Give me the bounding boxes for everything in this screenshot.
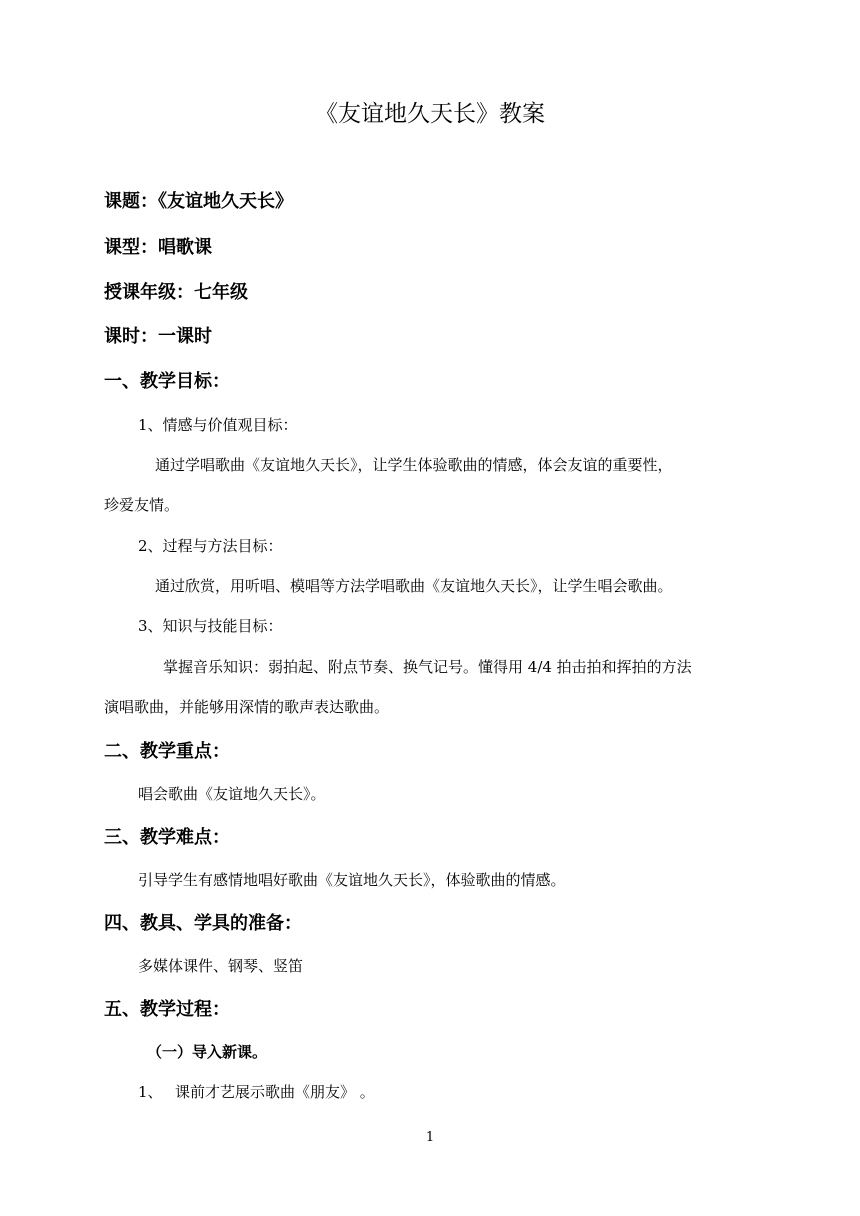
meta-period: 课时：一课时	[104, 326, 212, 347]
objective-2-label: 2、过程与方法目标：	[138, 537, 283, 555]
objective-3-text-cont: 演唱歌曲，并能够用深情的歌声表达歌曲。	[104, 698, 390, 716]
section-heading-objectives: 一、教学目标：	[104, 371, 230, 392]
process-subheading-1: （一）导入新课。	[147, 1043, 268, 1061]
objective-3-text: 掌握音乐知识：弱拍起、附点节奏、换气记号。懂得用 4/4 拍击拍和挥拍的方法	[163, 658, 692, 676]
meta-lesson-type: 课型：唱歌课	[104, 237, 212, 258]
objective-3-label: 3、知识与技能目标：	[138, 617, 283, 635]
objective-2-text: 通过欣赏，用听唱、模唱等方法学唱歌曲《友谊地久天长》，让学生唱会歌曲。	[155, 577, 673, 595]
section-heading-process: 五、教学过程：	[104, 999, 230, 1020]
meta-topic: 课题：《友谊地久天长》	[104, 191, 293, 212]
section-heading-key-points: 二、教学重点：	[104, 741, 230, 762]
process-step-1-text: 课前才艺展示歌曲《朋友》 。	[175, 1083, 375, 1101]
objective-1-label: 1、情感与价值观目标：	[138, 416, 298, 434]
document-title: 《友谊地久天长》教案	[315, 101, 545, 127]
page-number: 1	[425, 1130, 435, 1145]
objective-1-text-cont: 珍爱友情。	[104, 496, 180, 514]
key-points-text: 唱会歌曲《友谊地久天长》。	[138, 785, 326, 803]
difficulties-text: 引导学生有感情地唱好歌曲《友谊地久天长》，体验歌曲的情感。	[138, 871, 566, 889]
process-step-1-number: 1、	[138, 1083, 163, 1101]
tools-text: 多媒体课件、钢琴、竖笛	[138, 957, 304, 975]
meta-grade: 授课年级：七年级	[104, 282, 248, 303]
section-heading-tools: 四、教具、学具的准备：	[104, 913, 302, 934]
objective-1-text: 通过学唱歌曲《友谊地久天长》，让学生体验歌曲的情感，体会友谊的重要性，	[155, 456, 673, 474]
section-heading-difficulties: 三、教学难点：	[104, 827, 230, 848]
